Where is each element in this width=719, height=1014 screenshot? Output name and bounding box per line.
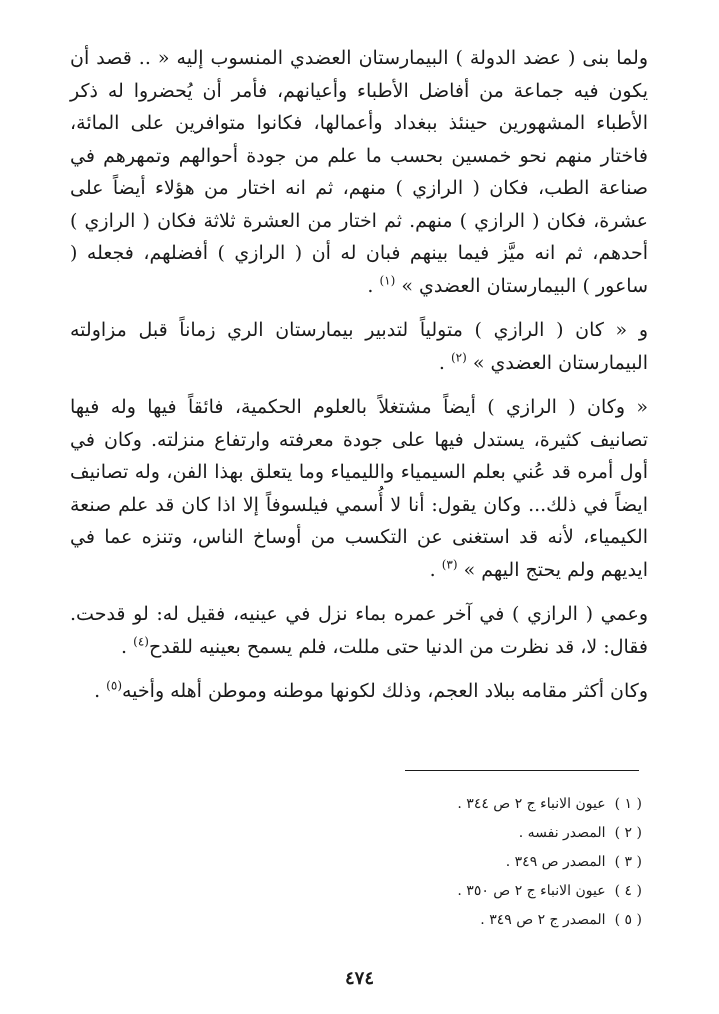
footnote-ref-3[interactable]: (٣) bbox=[441, 557, 458, 572]
footnote-5-text: المصدر ج ٢ ص ٣٤٩ . bbox=[480, 912, 606, 928]
footnote-3-number: ( ٣ ) bbox=[614, 854, 642, 870]
paragraph-4: وعمي ( الرازي ) في آخر عمره بماء نزل في عينيه، فقيل له: لو قدحت. فقال: لا، قد نظرت من الدنيا حتى مللت، فلم يسمح بعينيه للقدح$^{(٤)}$ . bbox=[70, 603, 648, 658]
footnote-1-text: عيون الانباء ج ٢ ص ٣٤٤ . bbox=[457, 796, 606, 812]
paragraph-1: ولما بنى ( عضد الدولة ) البيمارستان العضدي المنسوب إليه « .. قصد أن يكون فيه جماعة من أفاضل الأطباء وأعيانهم، فأمر أن يُحضروا له ذكر الأطباء المشهورين حينئذ ببغداد وأعمالها، فكانوا متوافرين على المائة، فاختار منهم نحو خمسين بحسب ما علم من جودة أحوالهم وتمهرهم في صناعة الطب، فكان ( الرازي ) منهم، ثم انه اختار من هؤلاء أيضاً على عشرة، فكان ( الرازي ) منهم. ثم اختار من العشرة ثلاثة فكان ( الرازي ) أحدهم، ثم انه ميَّز فيما بينهم فبان له أن ( الرازي ) أفضلهم، فجعله ( ساعور ) البيمارستان العضدي » $^{(١)}$ . bbox=[70, 47, 648, 297]
footnote-4-text: عيون الانباء ج ٢ ص ٣٥٠ . bbox=[457, 883, 606, 899]
footnotes bbox=[300, 790, 642, 935]
footnote-4-number: ( ٤ ) bbox=[614, 883, 642, 899]
page-number: ٤٧٤ bbox=[344, 968, 374, 989]
paragraph-5-text: وكان أكثر مقامه ببلاد العجم، وذلك لكونها موطنه وموطن أهله وأخيه bbox=[122, 680, 648, 702]
footnote-ref-2[interactable]: (٢) bbox=[450, 350, 467, 365]
paragraph-2: و « كان ( الرازي ) متولياً لتدبير بيمارستان الري زماناً قبل مزاولته البيمارستان العضدي » $^{(٢)}$ . bbox=[70, 319, 648, 374]
paragraph-3: « وكان ( الرازي ) أيضاً مشتغلاً بالعلوم الحكمية، فائقاً فيها وله فيها تصانيف كثيرة، يستدل فيها على جودة معرفته وارتفاع منزلته. وكان في أول أمره قد عُني بعلم السيمياء والليمياء وما يتعلق بهذا الفن، وله تصانيف ايضاً في ذلك... وكان يقول: أنا لا أُسمي فيلسوفاً إلا اذا كان قد علم صنعة الكيمياء، لأنه قد استغنى عن التكسب من أوساخ الناس، وتنزه عما في ايديهم ولم يحتج اليهم » $^{(٣)}$ . bbox=[70, 396, 648, 581]
paragraph-1-text: ولما بنى ( عضد الدولة ) البيمارستان العضدي المنسوب إليه « .. قصد أن يكون فيه جماعة من أفاضل الأطباء وأعيانهم، فأمر أن يُحضروا له ذكر الأطباء المشهورين حينئذ ببغداد وأعمالها، فكانوا متوافرين على المائة، فاختار منهم نحو خمسين بحسب ما علم من جودة أحوالهم وتمهرهم في صناعة الطب، فكان ( الرازي ) منهم، ثم انه اختار من هؤلاء أيضاً على عشرة، فكان ( الرازي ) منهم. ثم اختار من العشرة ثلاثة فكان ( الرازي ) أحدهم، ثم انه ميَّز فيما بينهم فبان له أن ( الرازي ) أفضلهم، فجعله ( ساعور ) البيمارستان العضدي » bbox=[70, 47, 648, 297]
footnote-3-text: المصدر ص ٣٤٩ . bbox=[505, 854, 606, 870]
footnote-ref-4[interactable]: (٤) bbox=[133, 634, 149, 649]
footnote-separator bbox=[405, 770, 639, 771]
footnote-2 bbox=[300, 819, 642, 848]
footnote-2-text: المصدر نفسه . bbox=[518, 825, 606, 841]
footnote-5 bbox=[300, 906, 642, 935]
page-body bbox=[70, 42, 648, 708]
footnote-2-number: ( ٢ ) bbox=[614, 825, 642, 841]
footnote-5-number: ( ٥ ) bbox=[614, 912, 642, 928]
footnote-ref-1[interactable]: (١) bbox=[379, 273, 396, 288]
paragraph-5: وكان أكثر مقامه ببلاد العجم، وذلك لكونها موطنه وموطن أهله وأخيه$^{(٥)}$ . bbox=[94, 678, 648, 702]
footnote-3 bbox=[300, 848, 642, 877]
paragraph-2-text: و « كان ( الرازي ) متولياً لتدبير بيمارستان الري زماناً قبل مزاولته البيمارستان العضدي » bbox=[70, 319, 648, 374]
footnote-4 bbox=[300, 877, 642, 906]
footnote-1-number: ( ١ ) bbox=[614, 796, 642, 812]
footnote-1 bbox=[300, 790, 642, 819]
paragraph-3-text: « وكان ( الرازي ) أيضاً مشتغلاً بالعلوم الحكمية، فائقاً فيها وله فيها تصانيف كثيرة، يستدل فيها على جودة معرفته وارتفاع منزلته. وكان في أول أمره قد عُني بعلم السيمياء والليمياء وما يتعلق بهذا الفن، وله تصانيف ايضاً في ذلك... وكان يقول: أنا لا أُسمي فيلسوفاً إلا اذا كان قد علم صنعة الكيمياء، لأنه قد استغنى عن التكسب من أوساخ الناس، وتنزه عما في ايديهم ولم يحتج اليهم » bbox=[70, 396, 648, 581]
footnote-ref-5[interactable]: (٥) bbox=[106, 678, 122, 693]
paragraph-4-text: وعمي ( الرازي ) في آخر عمره بماء نزل في عينيه، فقيل له: لو قدحت. فقال: لا، قد نظرت من الدنيا حتى مللت، فلم يسمح بعينيه للقدح bbox=[70, 603, 648, 658]
